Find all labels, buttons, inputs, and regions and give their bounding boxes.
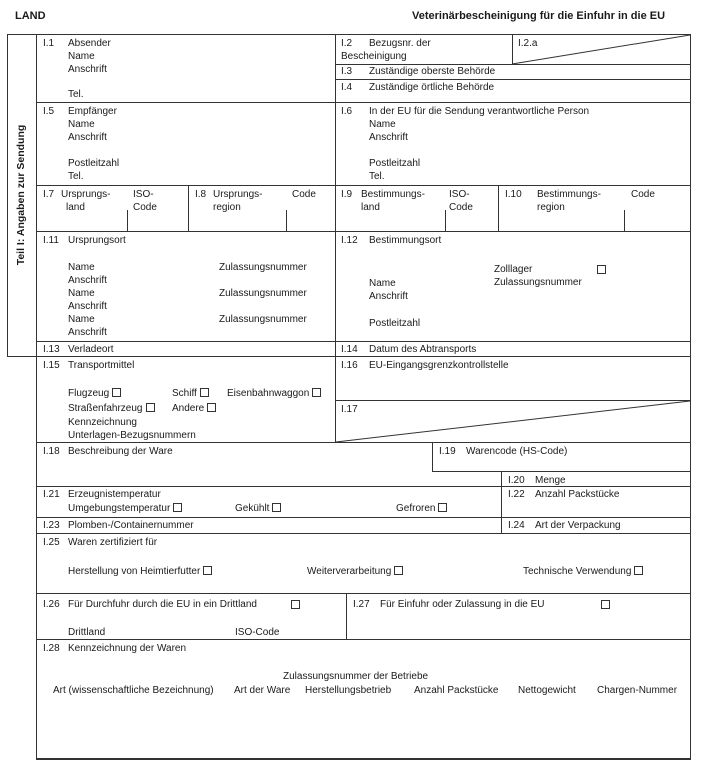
box-title: Erzeugnistemperatur [68,489,161,500]
box-number: I.7 [43,189,55,200]
box-title: Bestimmungs- [361,189,425,200]
checkbox[interactable] [173,503,182,512]
box-title-cont: land [66,202,85,213]
box-title: Plomben-/Containernummer [68,520,194,531]
box-number: I.1 [43,38,55,49]
option-label: Weiterverarbeitung [307,566,392,577]
box-title: Für Durchfuhr durch die EU in ein Drittland [68,599,257,610]
entry-address: Anschrift [68,275,107,286]
checkbox[interactable] [394,566,403,575]
field-label: Name [68,119,95,130]
box-title: Menge [535,475,566,486]
box-number: I.20 [508,475,525,486]
option-label: Andere [172,403,205,414]
option-label: Umgebungstemperatur [68,503,171,514]
box-title: Ursprungsort [68,235,126,246]
option-road-vehicle[interactable] [68,403,155,415]
box-title: Beschreibung der Ware [68,446,173,457]
box-title: Ursprungs- [61,189,111,200]
option-ambient[interactable] [68,503,182,515]
box-title: Ursprungs- [213,189,263,200]
iso-code-label: ISO- [449,189,470,200]
entry-name: Name [68,262,95,273]
box-title: Warencode (HS-Code) [466,446,568,457]
box-title: Zuständige oberste Behörde [369,66,496,77]
option-label: Technische Verwendung [523,566,632,577]
field-label: Postleitzahl [369,158,421,169]
entry-approval: Zulassungsnummer [219,288,307,299]
box-number: I.14 [341,344,358,355]
box-title: Waren zertifiziert für [68,537,158,548]
box-number: I.4 [341,82,353,93]
import-checkbox[interactable] [601,600,610,609]
box-title-cont: region [213,202,241,213]
option-label: Straßenfahrzeug [68,403,143,414]
checkbox[interactable] [207,403,216,412]
field-label: Unterlagen-Bezugsnummern [68,430,196,441]
iso-code-label: ISO- [133,189,154,200]
box-number: I.27 [353,599,370,610]
field-label: Tel. [68,171,84,182]
box-number: I.21 [43,489,60,500]
box-title: Bezugsnr. der [369,38,431,49]
box-number: I.2.a [518,38,538,49]
checkbox[interactable] [312,388,321,397]
box-number: I.11 [43,235,59,246]
box-number: I.12 [341,235,358,246]
option-label: Herstellung von Heimtierfutter [68,566,201,577]
box-number: I.28 [43,643,60,654]
iso-code-label-cont: Code [133,202,157,213]
option-chilled[interactable] [235,503,281,515]
group-header: Zulassungsnummer der Betriebe [283,671,429,682]
box-number: I.16 [341,360,358,371]
column-header: Art (wissenschaftliche Bezeichnung) [53,685,214,696]
field-label: Kennzeichnung [68,417,137,428]
box-title: In der EU für die Sendung verantwortliche Person [369,106,590,117]
option-frozen[interactable] [396,503,447,515]
box-title-cont: region [537,202,565,213]
field-label: Anschrift [369,291,408,302]
code-label: Code [631,189,655,200]
third-country-label: Drittland [68,627,106,638]
field-label: Name [68,51,95,62]
option-railway-wagon[interactable] [227,388,321,400]
option-label: Gefroren [396,503,436,514]
customs-warehouse-checkbox[interactable] [597,265,606,274]
column-header: Herstellungsbetrieb [305,685,392,696]
field-label: Anschrift [68,132,107,143]
box-number: I.10 [505,189,522,200]
option-label: Gekühlt [235,503,270,514]
checkbox[interactable] [203,566,212,575]
field-label: Anschrift [369,132,408,143]
option-petfood[interactable] [68,566,212,578]
box-title: Bestimmungs- [537,189,601,200]
column-header: Chargen-Nummer [597,685,678,696]
box-number: I.8 [195,189,207,200]
entry-approval: Zulassungsnummer [219,262,307,273]
checkbox[interactable] [634,566,643,575]
box-title: Kennzeichnung der Waren [68,643,187,654]
box-title: Datum des Abtransports [369,344,477,355]
checkbox[interactable] [146,403,155,412]
box-number: I.17 [341,404,358,415]
entry-address: Anschrift [68,327,107,338]
option-airplane[interactable] [68,388,121,400]
field-label: Tel. [369,171,385,182]
option-ship[interactable] [172,388,209,400]
box-title-cont: Bescheinigung [341,51,407,62]
box-number: I.26 [43,599,60,610]
checkbox[interactable] [200,388,209,397]
entry-approval: Zulassungsnummer [219,314,307,325]
field-label: Postleitzahl [68,158,120,169]
box-number: I.19 [439,446,456,457]
box-title: Absender [68,38,111,49]
box-number: I.25 [43,537,60,548]
country-label: LAND [15,10,46,22]
box-number: I.13 [43,344,60,355]
checkbox[interactable] [272,503,281,512]
box-number: I.18 [43,446,60,457]
entry-name: Name [68,288,95,299]
entry-name: Name [68,314,95,325]
box-number: I.3 [341,66,353,77]
transit-checkbox[interactable] [291,600,300,609]
box-title: Für Einfuhr oder Zulassung in die EU [380,599,545,610]
box-title: Art der Verpackung [535,520,621,531]
option-label: Eisenbahnwaggon [227,388,310,399]
option-other[interactable] [172,403,216,415]
document-title: Veterinärbescheinigung für die Einfuhr in die EU [412,10,666,22]
field-label: Tel. [68,89,84,100]
option-technical-use[interactable] [523,566,643,578]
box-title: Transportmittel [68,360,135,371]
column-header: Anzahl Packstücke [414,685,499,696]
box-title: Zuständige örtliche Behörde [369,82,495,93]
column-header: Nettogewicht [518,685,576,696]
option-further-processing[interactable] [307,566,403,578]
box-number: I.22 [508,489,525,500]
box-number: I.6 [341,106,353,117]
code-label: Code [292,189,316,200]
box-title: Empfänger [68,106,117,117]
field-label: Postleitzahl [369,318,421,329]
box-number: I.15 [43,360,60,371]
box-number: I.5 [43,106,55,117]
approval-number-label: Zulassungsnummer [494,277,582,288]
checkbox[interactable] [438,503,447,512]
box-title: EU-Eingangsgrenzkontrollstelle [369,360,509,371]
entry-address: Anschrift [68,301,107,312]
box-number: I.24 [508,520,525,531]
option-label: Flugzeug [68,388,110,399]
field-label: Anschrift [68,64,107,75]
box-title: Bestimmungsort [369,235,442,246]
field-label: Name [369,119,396,130]
box-title: Verladeort [68,344,114,355]
iso-code-label: ISO-Code [235,627,280,638]
option-label: Schiff [172,388,197,399]
iso-code-label-cont: Code [449,202,473,213]
field-label: Name [369,278,396,289]
box-number: I.9 [341,189,353,200]
checkbox[interactable] [112,388,121,397]
box-title-cont: land [361,202,380,213]
section-side-label: Teil I: Angaben zur Sendung [15,124,27,266]
column-header: Art der Ware [234,685,291,696]
customs-warehouse-label: Zolllager [494,264,533,275]
box-number: I.23 [43,520,60,531]
box-number: I.2 [341,38,353,49]
box-title: Anzahl Packstücke [535,489,620,500]
